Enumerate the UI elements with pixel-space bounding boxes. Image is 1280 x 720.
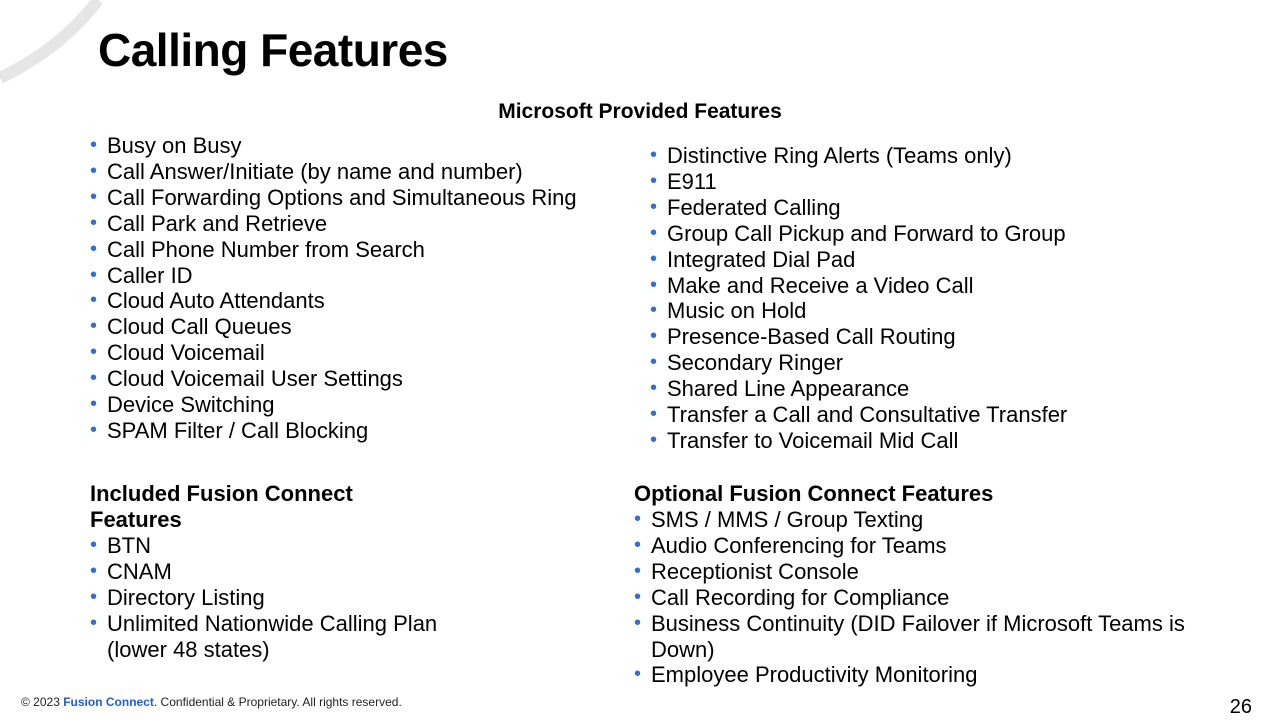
list-item: • Call Forwarding Options and Simultaneous Ring	[90, 185, 577, 211]
list-item: • Make and Receive a Video Call	[650, 273, 1067, 299]
list-item: • CNAM	[90, 559, 450, 585]
list-item: • Cloud Call Queues	[90, 314, 577, 340]
list-item: • Receptionist Console	[634, 559, 1254, 585]
list-item: • Employee Productivity Monitoring	[634, 662, 1254, 688]
list-item: • SPAM Filter / Call Blocking	[90, 418, 577, 444]
list-item: • Unlimited Nationwide Calling Plan (lower 48 states)	[90, 611, 450, 663]
list-item: • Call Answer/Initiate (by name and number)	[90, 159, 577, 185]
footer-rights: . Confidential & Proprietary. All rights reserved.	[153, 695, 402, 709]
microsoft-features-left-list	[90, 133, 577, 444]
list-item: • Business Continuity (DID Failover if Microsoft Teams is Down)	[634, 611, 1254, 663]
list-item: • Presence-Based Call Routing	[650, 324, 1067, 350]
list-item: • Music on Hold	[650, 298, 1067, 324]
list-item: • Federated Calling	[650, 195, 1067, 221]
footer-year: © 2023	[21, 695, 60, 709]
list-item: • E911	[650, 169, 1067, 195]
list-item: • Group Call Pickup and Forward to Group	[650, 221, 1067, 247]
optional-features-heading: Optional Fusion Connect Features	[634, 481, 994, 506]
list-item: • Integrated Dial Pad	[650, 247, 1067, 273]
page-number: 26	[1229, 696, 1252, 718]
footer-brand: Fusion Connect	[63, 695, 154, 709]
optional-features-list	[634, 507, 1254, 688]
included-features-list	[90, 533, 450, 663]
footer-copyright	[21, 694, 402, 710]
list-item: • Busy on Busy	[90, 133, 577, 159]
list-item: • Call Recording for Compliance	[634, 585, 1254, 611]
list-item: • Cloud Voicemail	[90, 340, 577, 366]
slide-subtitle: Microsoft Provided Features	[498, 100, 782, 123]
list-item: • Call Phone Number from Search	[90, 237, 577, 263]
list-item: • BTN	[90, 533, 450, 559]
list-item: • Cloud Voicemail User Settings	[90, 366, 577, 392]
list-item: • Secondary Ringer	[650, 350, 1067, 376]
list-item: • Audio Conferencing for Teams	[634, 533, 1254, 559]
list-item: • Transfer to Voicemail Mid Call	[650, 428, 1067, 454]
microsoft-features-right-list	[650, 143, 1067, 454]
list-item: • Shared Line Appearance	[650, 376, 1067, 402]
slide-title: Calling Features	[98, 24, 448, 76]
list-item: • Caller ID	[90, 263, 577, 289]
list-item: • Distinctive Ring Alerts (Teams only)	[650, 143, 1067, 169]
list-item: • Directory Listing	[90, 585, 450, 611]
list-item: • SMS / MMS / Group Texting	[634, 507, 1254, 533]
list-item: • Transfer a Call and Consultative Transfer	[650, 402, 1067, 428]
list-item: • Cloud Auto Attendants	[90, 288, 577, 314]
decorative-arc	[0, 0, 110, 90]
list-item: • Call Park and Retrieve	[90, 211, 577, 237]
included-features-heading: Included Fusion Connect Features	[90, 481, 353, 532]
list-item: • Device Switching	[90, 392, 577, 418]
